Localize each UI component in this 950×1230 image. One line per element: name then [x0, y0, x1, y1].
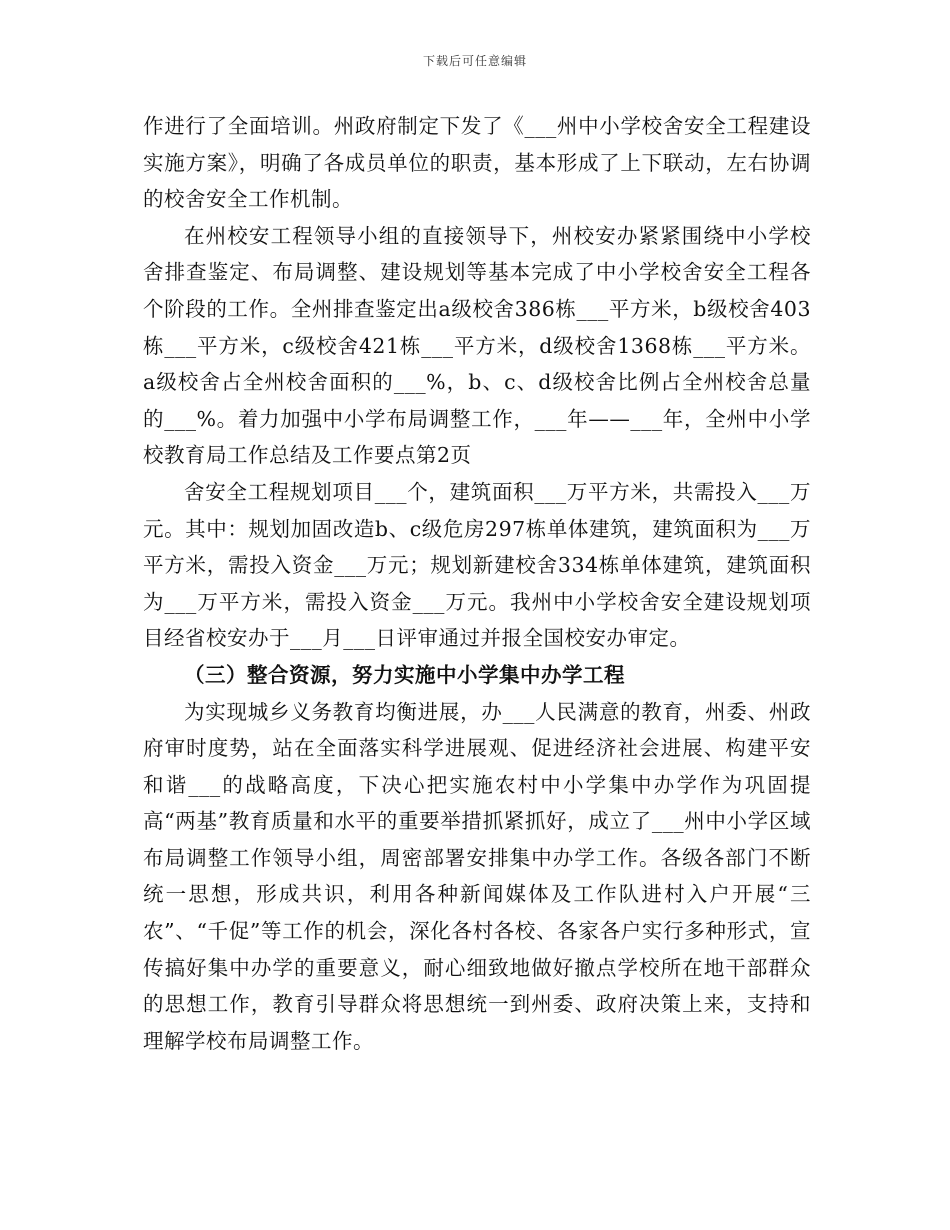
paragraph-planning-projects: 舍安全工程规划项目___个，建筑面积___万平方米，共需投入___万元。其中：规划加固改造b、c级危房297栋单体建筑，建筑面积为___万平方米，需投入资金___万元；规划新建校舍334栋单体建筑，建筑面积为___万平方米，需投入资金___万元。我州中小学校舍安全建设规划项目经省校安办于___月___日评审通过并报全国校安办审定。 [143, 479, 811, 651]
section-heading: （三）整合资源，努力实施中小学集中办学工程 [184, 662, 625, 687]
page-header: 下载后可任意编辑 [422, 54, 527, 68]
paragraph-centralized-schooling: 为实现城乡义务教育均衡进展，办___人民满意的教育，州委、州政府审时度势，站在全面落实科学进展观、促进经济社会进展、构建平安和谐___的战略高度，下决心把实施农村中小学集中办学作为巩固提高“两基”教育质量和水平的重要举措抓紧抓好，成立了___州中小学区域布局调整工作领导小组，周密部署安排集中办学工作。各级各部门不断统一思想，形成共识，利用各种新闻媒体及工作队进村入户开展“三农”、“千促”等工作的机会，深化各村各校、各家各户实行多种形式，宣传搞好集中办学的重要意义，耐心细致地做好撤点学校所在地干部群众的思想工作，教育引导群众将思想统一到州委、政府决策上来，支持和理解学校布局调整工作。 [143, 699, 811, 1053]
paragraph-safety-survey: 在州校安工程领导小组的直接领导下，州校安办紧紧围绕中小学校舍排查鉴定、布局调整、建设规划等基本完成了中小学校舍安全工程各个阶段的工作。全州排查鉴定出a级校舍386栋___平方米，b级校舍403栋___平方米，c级校舍421栋___平方米，d级校舍1368栋___平方米。a级校舍占全州校舍面积的___%，b、c、d级校舍比例占全州校舍总量的___%。着力加强中小学布局调整工作，___年——___年，全州中小学校教育局工作总结及工作要点第2页 [143, 223, 811, 468]
paragraph-continuation: 作进行了全面培训。州政府制定下发了《___州中小学校舍安全工程建设实施方案》，明确了各成员单位的职责，基本形成了上下联动，左右协调的校舍安全工作机制。 [143, 114, 811, 212]
document-body [143, 108, 811, 1059]
